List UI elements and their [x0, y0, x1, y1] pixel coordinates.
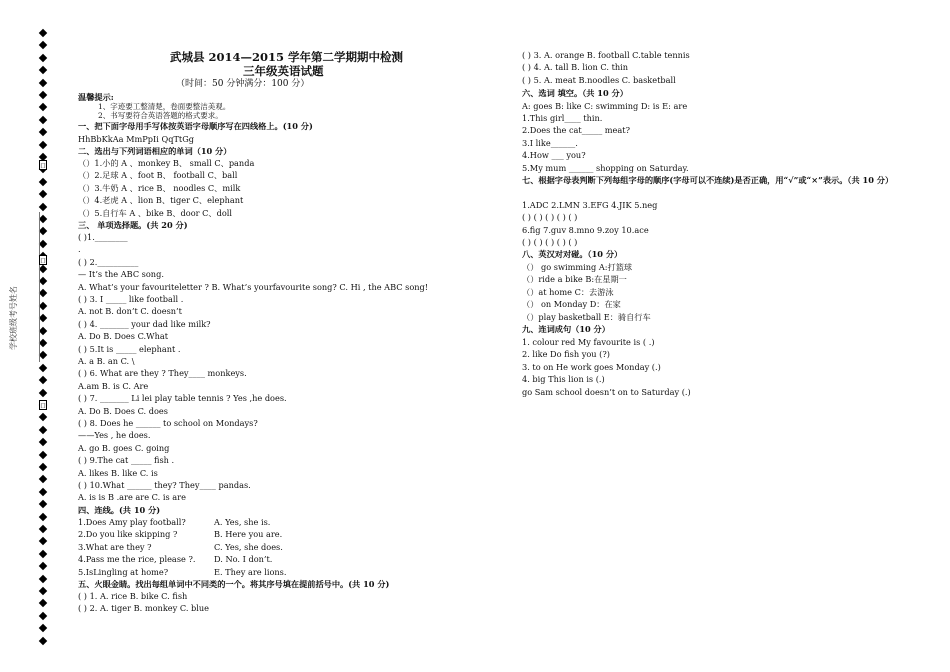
diamond-mark — [39, 413, 47, 421]
diamond-mark — [39, 116, 47, 124]
diamond-mark — [39, 351, 47, 359]
diamond-mark — [39, 240, 47, 248]
diamond-mark — [39, 574, 47, 582]
section-2-title: 二、选出与下列词语相应的单词（10 分） — [78, 146, 232, 156]
diamond-mark — [39, 29, 47, 37]
choice-question-line: ( ) 2.__________ — [78, 256, 139, 267]
diamond-mark — [39, 537, 47, 545]
diamond-mark — [39, 426, 47, 434]
diamond-mark — [39, 54, 47, 62]
choice-question-line: A. Do B. Does C. does — [78, 405, 168, 416]
connect-answer: E. They are lions. — [214, 566, 287, 577]
section-1-title: 一、把下面字母用手写体按英语字母顺序写在四线格上。(10 分) — [78, 121, 313, 131]
choice-question-line: ( ) 5.It is _____ elephant . — [78, 343, 181, 354]
choice-question-line: ( ) 10.What ______ they? They____ pandas. — [78, 480, 251, 490]
section-4-title: 四、连线。(共 10 分) — [78, 505, 161, 515]
binding-diamond-border — [40, 30, 50, 650]
choice-question-line: A. What’s your favouriteletter ? B. What’s yourfavourite song? C. Hi , the ABC song! — [78, 281, 429, 292]
diamond-mark — [39, 599, 47, 607]
exam-title: 武城县 2014—2015 学年第二学期期中检测 — [170, 50, 404, 64]
connect-question: 2.Do you like skipping ? — [78, 529, 178, 540]
odd-one-out-item: ( ) 4. A. tall B. lion C. thin — [522, 62, 629, 73]
tip-2: 2、书写要符合英语答题的格式要求。 — [98, 111, 223, 120]
diamond-mark — [39, 66, 47, 74]
sentence-order-item: 1. colour red My favourite is ( .) — [522, 337, 655, 347]
choice-question-line: ( ) 8. Does he ______ to school on Mondays? — [78, 418, 258, 428]
sentence-order-item: 3. to on He work goes Monday (.) — [522, 361, 661, 372]
diamond-mark — [39, 562, 47, 570]
diamond-mark — [39, 512, 47, 520]
section-7-row-1: 1.ADC 2.LMN 3.EFG 4.JIK 5.neg — [522, 200, 658, 210]
connect-question: 4.Pass me the rice, please ?. — [78, 554, 196, 565]
binding-box-mark: 口 — [39, 400, 47, 410]
choice-question-line: A. go B. goes C. going — [78, 442, 170, 453]
section-3-title: 三、 单项选择题。(共 20 分) — [78, 220, 188, 230]
choice-question-line: A. likes B. like C. is — [78, 467, 158, 478]
section-7-row-2: 6.fig 7.guv 8.mno 9.zoy 10.ace — [522, 225, 649, 235]
diamond-mark — [39, 339, 47, 347]
section-7-row-1-brackets: ( ) ( ) ( ) ( ) ( ) — [522, 212, 578, 222]
fill-blank-item: 1.This girl____ thin. — [522, 113, 603, 123]
choice-question-line: ( ) 7. _______ Li lei play table tennis ? Yes ,he does. — [78, 393, 287, 404]
odd-one-out-item: ( ) 2. A. tiger B. monkey C. blue — [78, 603, 210, 614]
diamond-mark — [39, 41, 47, 49]
diamond-mark — [39, 178, 47, 186]
diamond-mark — [39, 612, 47, 620]
exam-time-score: （时间：50 分钟满分：100 分） — [176, 79, 310, 89]
diamond-mark — [39, 438, 47, 446]
diamond-mark — [39, 525, 47, 533]
diamond-mark — [39, 128, 47, 136]
choice-question-line: A. Do B. Does C.What — [78, 331, 169, 342]
fill-blank-item: 3.I like______. — [522, 137, 578, 148]
section-1-letters: HhBbKkAa MmPpIi QqTtGg — [78, 134, 194, 144]
fill-blank-item: 5.My mum ______ shopping on Saturday. — [522, 162, 689, 173]
fill-blank-item: 2.Does the cat_____ meat? — [522, 125, 630, 136]
section-5-title: 五、火眼金睛。找出每组单词中不同类的一个。将其序号填在提前括号中。(共 10 分) — [78, 579, 390, 589]
diamond-mark — [39, 140, 47, 148]
choice-question-line: A. not B. don’t C. doesn’t — [78, 306, 182, 317]
fill-blank-item: 4.How ___ you? — [522, 150, 586, 161]
tip-1: 1、字迹要工整清楚，卷面要整洁美观。 — [98, 102, 231, 111]
diamond-mark — [39, 488, 47, 496]
diamond-mark — [39, 289, 47, 297]
section-7-row-2-brackets: ( ) ( ) ( ) ( ) ( ) — [522, 237, 578, 247]
odd-one-out-item: ( ) 3. A. orange B. football C.table tennis — [522, 50, 690, 60]
diamond-mark — [39, 314, 47, 322]
diamond-mark — [39, 364, 47, 372]
diamond-mark — [39, 227, 47, 235]
exam-subtitle: 三年级英语试题 — [243, 64, 324, 78]
diamond-mark — [39, 91, 47, 99]
choice-question-line: A. a B. an C. \ — [78, 356, 135, 366]
choice-question-line: ( ) 6. What are they ? They____ monkeys. — [78, 368, 247, 379]
choice-question-line: A. is is B .are are C. is are — [78, 492, 186, 503]
diamond-mark — [39, 500, 47, 508]
diamond-mark — [39, 587, 47, 595]
vocab-match-item: （）1.小的 A 、monkey B、 small C、panda — [78, 158, 255, 168]
section-6-options: A: goes B: like C: swimming D: is E: are — [522, 101, 688, 111]
diamond-mark — [39, 450, 47, 458]
connect-answer: B. Here you are. — [214, 529, 283, 540]
diamond-mark — [39, 277, 47, 285]
binding-student-info-label: 学校班级考号姓名 — [9, 286, 18, 350]
connect-answer: C. Yes, she does. — [214, 541, 283, 552]
choice-question-line: ( ) 4. _______ your dad like milk? — [78, 318, 211, 329]
binding-line — [39, 212, 40, 362]
diamond-mark — [39, 475, 47, 483]
connect-answer: A. Yes, she is. — [214, 517, 271, 527]
diamond-mark — [39, 463, 47, 471]
sentence-order-item: 2. like Do fish you (?) — [522, 349, 610, 360]
choice-question-line: A.am B. is C. Are — [78, 380, 149, 391]
diamond-mark — [39, 624, 47, 632]
diamond-mark — [39, 264, 47, 272]
vocab-match-item: （）5.自行车 A 、bike B、door C、doll — [78, 207, 233, 218]
match-item: （）play basketball E：骑自行车 — [522, 311, 651, 322]
choice-question-line: ( ) 3. I _____ like football . — [78, 294, 184, 304]
diamond-mark — [39, 326, 47, 334]
choice-question-line: — It’s the ABC song. — [78, 269, 164, 280]
sentence-order-item: go Sam school doesn’t on to Saturday (.) — [522, 386, 691, 397]
vocab-match-item: （）3.牛奶 A 、rice B、 noodles C、milk — [78, 182, 241, 193]
connect-question: 1.Does Amy play football? — [78, 517, 186, 527]
match-item: （）at home C：去游泳 — [522, 286, 614, 297]
diamond-mark — [39, 103, 47, 111]
diamond-mark — [39, 202, 47, 210]
diamond-mark — [39, 636, 47, 644]
match-item: （） go swimming A:打篮球 — [522, 262, 633, 272]
match-item: （）ride a bike B:在星期一 — [522, 274, 627, 285]
odd-one-out-item: ( ) 1. A. rice B. bike C. fish — [78, 591, 188, 601]
section-7-title: 七、根据字母表判断下列每组字母的顺序(字母可以不连续)是否正确，用“√”或“×”表示。（共 10 分） — [522, 175, 894, 185]
diamond-mark — [39, 388, 47, 396]
odd-one-out-item: ( ) 5. A. meat B.noodles C. basketball — [522, 74, 676, 85]
section-6-title: 六、选词 填空。（共 10 分） — [522, 88, 628, 98]
choice-question-line: . — [78, 244, 81, 255]
sentence-order-item: 4. big This lion is (.) — [522, 374, 605, 385]
diamond-mark — [39, 215, 47, 223]
choice-question-line: ——Yes , he does. — [78, 430, 151, 441]
section-9-title: 九、连词成句（10 分） — [522, 324, 610, 334]
connect-question: 3.What are they ? — [78, 541, 152, 552]
section-8-title: 八、英汉对对碰。（10 分） — [522, 249, 623, 259]
connect-question: 5.IsLingling at home? — [78, 566, 169, 577]
connect-answer: D. No. I don’t. — [214, 554, 273, 565]
binding-box-mark: 口 — [39, 160, 47, 170]
diamond-mark — [39, 550, 47, 558]
diamond-mark — [39, 190, 47, 198]
diamond-mark — [39, 302, 47, 310]
choice-question-line: ( )1.________ — [78, 232, 128, 242]
tips-title: 温馨提示: — [78, 92, 114, 102]
match-item: （） on Monday D：在家 — [522, 299, 621, 310]
diamond-mark — [39, 376, 47, 384]
vocab-match-item: （）2.足球 A 、foot B、 football C、ball — [78, 170, 238, 181]
diamond-mark — [39, 78, 47, 86]
binding-box-mark: 口 — [39, 255, 47, 265]
vocab-match-item: （）4.老虎 A 、lion B、tiger C、elephant — [78, 195, 244, 206]
choice-question-line: ( ) 9.The cat _____ fish . — [78, 455, 175, 466]
